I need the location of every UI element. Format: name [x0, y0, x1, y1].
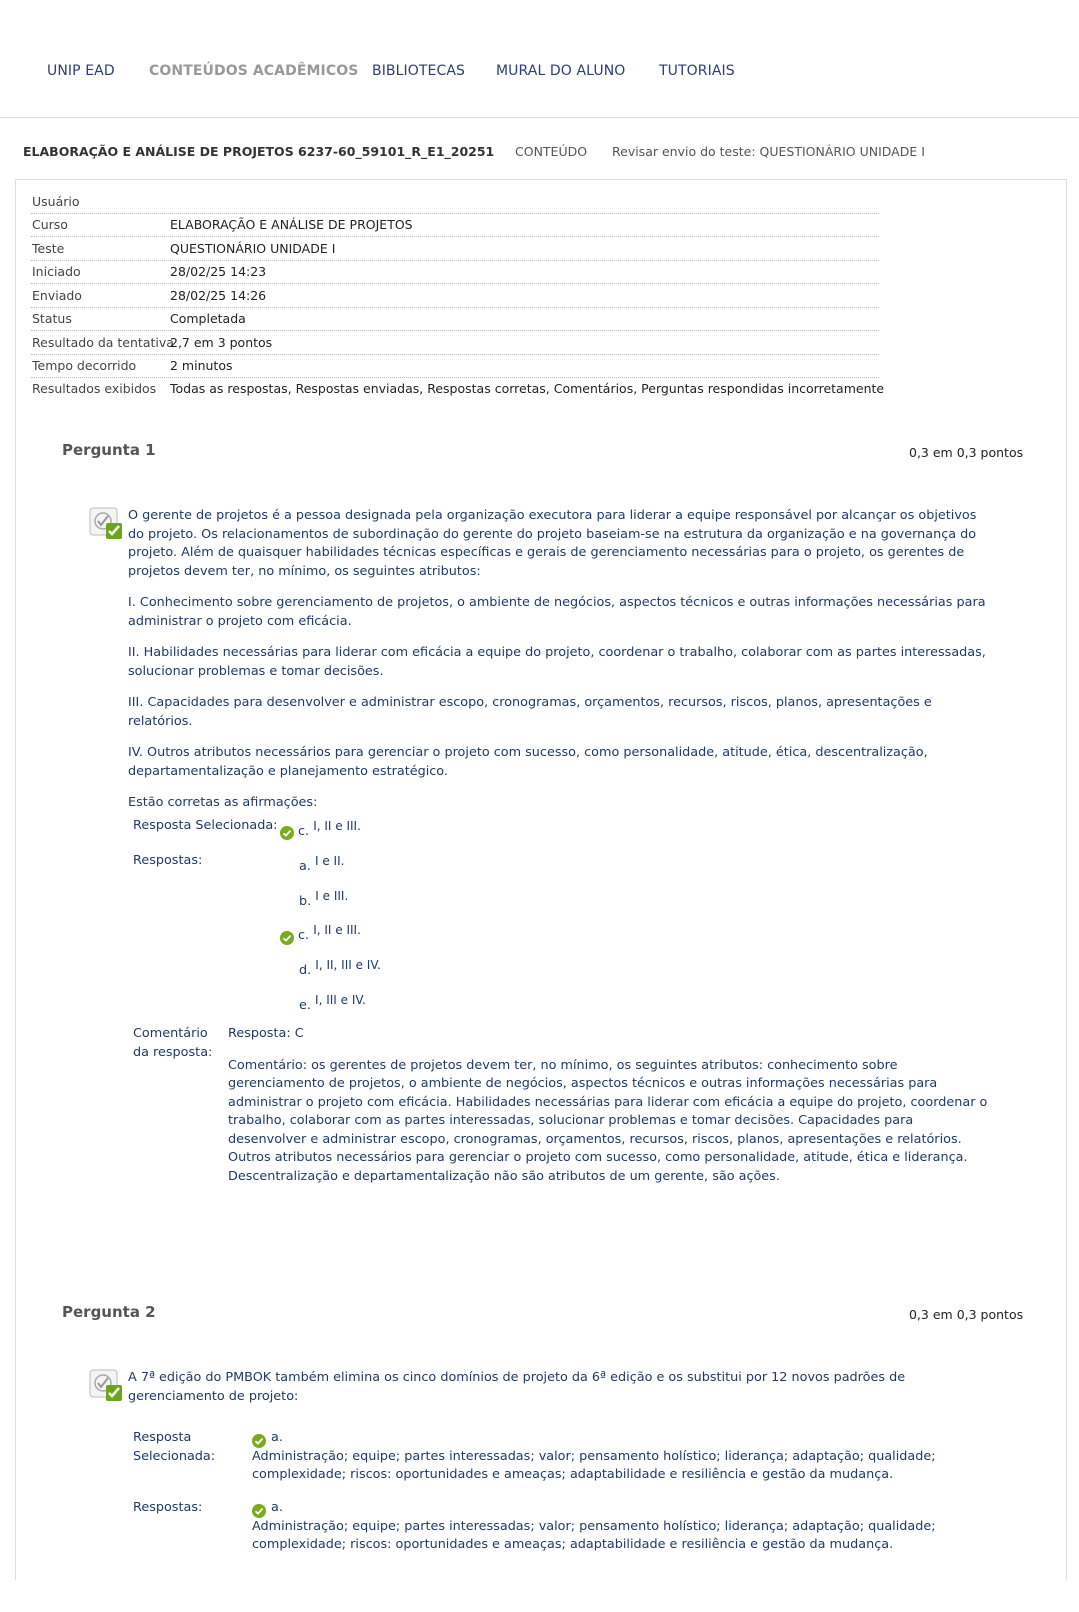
summary-label: Iniciado [32, 264, 81, 279]
comment-answer: Resposta: C [228, 1026, 304, 1041]
question-1-title: Pergunta 1 [62, 441, 156, 459]
breadcrumb-review: Revisar envio do teste: QUESTIONÁRIO UNIDADE I [612, 144, 925, 159]
answer-option-c [298, 921, 361, 941]
attempt-summary [16, 180, 1066, 413]
summary-value: Todas as respostas, Respostas enviadas, Respostas corretas, Comentários, Perguntas respondidas incorretamente [170, 381, 885, 396]
questions-area [16, 412, 1066, 1612]
summary-row-resultado [31, 331, 879, 355]
question-1-text [128, 507, 988, 826]
correct-check-icon [280, 931, 294, 945]
summary-label: Status [32, 311, 72, 326]
question-1-paragraph: O gerente de projetos é a pessoa designada pela organização executora para liderar a equipe responsável por alcançar os objetivos do projeto. Os relacionamentos de subordinação do gerente do projeto baseiam-se na estrutura da organização e na governança do projeto. Além de quaisquer habilidades técnicas específicas e gerais de gerenciamento necessárias para o projeto, os gerentes de projetos devem ter, no mínimo, os seguintes atributos: [128, 508, 977, 579]
answer-letter: c. [298, 928, 310, 943]
selected-answer-label: Resposta Selecionada: [133, 818, 278, 833]
answer-text: I, II e III. [313, 819, 361, 833]
question-correct-icon [89, 507, 123, 541]
question-1-paragraph: I. Conhecimento sobre gerenciamento de projetos, o ambiente de negócios, aspectos técnicos e outras informações necessárias para administrar o projeto com eficácia. [128, 595, 986, 629]
selected-label-line: Selecionada: [133, 1448, 216, 1464]
breadcrumb-course[interactable]: ELABORAÇÃO E ANÁLISE DE PROJETOS 6237-60_59101_R_E1_20251 [23, 144, 495, 159]
summary-value: 28/02/25 14:23 [170, 264, 267, 279]
summary-label: Tempo decorrido [32, 358, 137, 373]
question-1-paragraph: III. Capacidades para desenvolver e administrar escopo, cronogramas, orçamentos, recursos, riscos, planos, apresentações e relatórios. [128, 695, 932, 729]
comment-text: Comentário: os gerentes de projetos devem ter, no mínimo, os seguintes atributos: conhecimento sobre gerenciamento de projetos, o ambiente de negócios, aspectos técnicos e outras informações necessárias para administrar o projeto com eficácia. Habilidades necessárias para liderar com eficácia a equipe do projeto, coordenar o trabalho, colaborar com as partes interessadas, solucionar problemas e tomar decisões. Capacidades para desenvolver e administrar escopo, cronogramas, orçamentos, recursos, riscos, planos, apresentações e relatórios. Outros atributos necessários para gerenciar o projeto com sucesso, como personalidade, atitude, ética e liderança. Descentralização e departamentalização não são atributos de um gerente, são ações. [228, 1057, 988, 1184]
summary-value: QUESTIONÁRIO UNIDADE I [170, 241, 336, 256]
summary-row-enviado [31, 284, 879, 308]
answers-label: Respostas: [133, 1500, 203, 1515]
comment-label-line: da resposta: [133, 1044, 213, 1060]
summary-row-resultados-exibidos [31, 377, 885, 400]
nav-bibliotecas[interactable]: BIBLIOTECAS [372, 63, 466, 79]
answer-option-a [299, 852, 344, 872]
answers-label: Respostas: [133, 853, 203, 868]
correct-check-icon [280, 826, 294, 840]
summary-row-usuario [31, 190, 879, 214]
summary-row-iniciado [31, 260, 879, 284]
answer-text: I, II e III. [313, 923, 361, 937]
summary-value: 2,7 em 3 pontos [170, 335, 273, 350]
summary-label: Curso [32, 217, 68, 232]
summary-row-status [31, 307, 879, 331]
answer-option-e [299, 991, 366, 1011]
summary-value: ELABORAÇÃO E ANÁLISE DE PROJETOS [170, 217, 413, 232]
breadcrumb [0, 118, 1079, 180]
summary-label: Resultado da tentativa [32, 335, 174, 350]
answer-letter: a. [271, 1430, 283, 1445]
question-1-paragraph: II. Habilidades necessárias para liderar com eficácia a equipe do projeto, coordenar o trabalho, colaborar com as partes interessadas, solucionar problemas e tomar decisões. [128, 645, 986, 679]
summary-value: Completada [170, 311, 246, 326]
selected-answer [298, 817, 361, 837]
answer-letter: d. [299, 963, 312, 978]
summary-value: 2 minutos [170, 358, 233, 373]
selected-answer [252, 1429, 992, 1485]
comment-label [133, 1025, 212, 1062]
answer-text: Administração; equipe; partes interessadas; valor; pensamento holístico; liderança; adaptação; qualidade; complexidade; riscos: oportunidades e ameaças; adaptabilidade e resiliência e gestão da mudança. [252, 1448, 936, 1482]
nav-tutoriais[interactable]: TUTORIAIS [659, 63, 735, 79]
selected-label-line: Resposta [133, 1430, 192, 1445]
answer-text: I e III. [315, 889, 349, 903]
answer-comment [228, 1025, 993, 1199]
question-1-score: 0,3 em 0,3 pontos [909, 445, 1024, 460]
answer-letter: b. [299, 894, 312, 909]
answer-option-d [299, 956, 381, 976]
nav-unip-ead[interactable]: UNIP EAD [47, 63, 115, 79]
summary-row-tempo [31, 354, 879, 378]
question-2-title: Pergunta 2 [62, 1303, 156, 1321]
summary-label: Teste [32, 241, 65, 256]
answer-letter: a. [271, 1500, 283, 1515]
question-2-score: 0,3 em 0,3 pontos [909, 1307, 1024, 1322]
summary-row-teste [31, 237, 879, 261]
comment-label-line: Comentário [133, 1026, 208, 1041]
summary-label: Enviado [32, 288, 82, 303]
test-review-panel [15, 179, 1067, 1580]
summary-label: Resultados exibidos [32, 381, 157, 396]
answer-letter: a. [299, 859, 311, 874]
question-2-paragraph: A 7ª edição do PMBOK também elimina os cinco domínios de projeto da 6ª edição e os substitui por 12 novos padrões de gerenciamento de projeto: [128, 1370, 906, 1404]
answer-text: I e II. [315, 854, 345, 868]
summary-label: Usuário [32, 194, 80, 209]
answer-option-a [252, 1499, 992, 1555]
answer-text: I, III e IV. [315, 993, 366, 1007]
nav-conteudos-academicos[interactable]: CONTEÚDOS ACADÊMICOS [149, 63, 359, 79]
answer-text: I, II, III e IV. [315, 958, 381, 972]
top-navigation [0, 0, 1079, 118]
question-correct-icon [89, 1369, 123, 1403]
answer-text: Administração; equipe; partes interessadas; valor; pensamento holístico; liderança; adaptação; qualidade; complexidade; riscos: oportunidades e ameaças; adaptabilidade e resiliência e gestão da mudança. [252, 1518, 936, 1552]
question-1-paragraph: IV. Outros atributos necessários para gerenciar o projeto com sucesso, como personalidade, atitude, ética, descentralização, departamentalização e planejamento estratégico. [128, 745, 928, 779]
question-2-text [128, 1369, 988, 1419]
summary-value: 28/02/25 14:26 [170, 288, 267, 303]
selected-answer-label [133, 1429, 215, 1466]
nav-mural-do-aluno[interactable]: MURAL DO ALUNO [496, 63, 626, 79]
question-1-paragraph: Estão corretas as afirmações: [128, 795, 318, 810]
answer-letter: c. [298, 824, 310, 839]
answer-option-b [299, 887, 348, 907]
answer-letter: e. [299, 998, 311, 1013]
breadcrumb-content[interactable]: CONTEÚDO [515, 144, 588, 159]
summary-row-curso [31, 213, 879, 237]
